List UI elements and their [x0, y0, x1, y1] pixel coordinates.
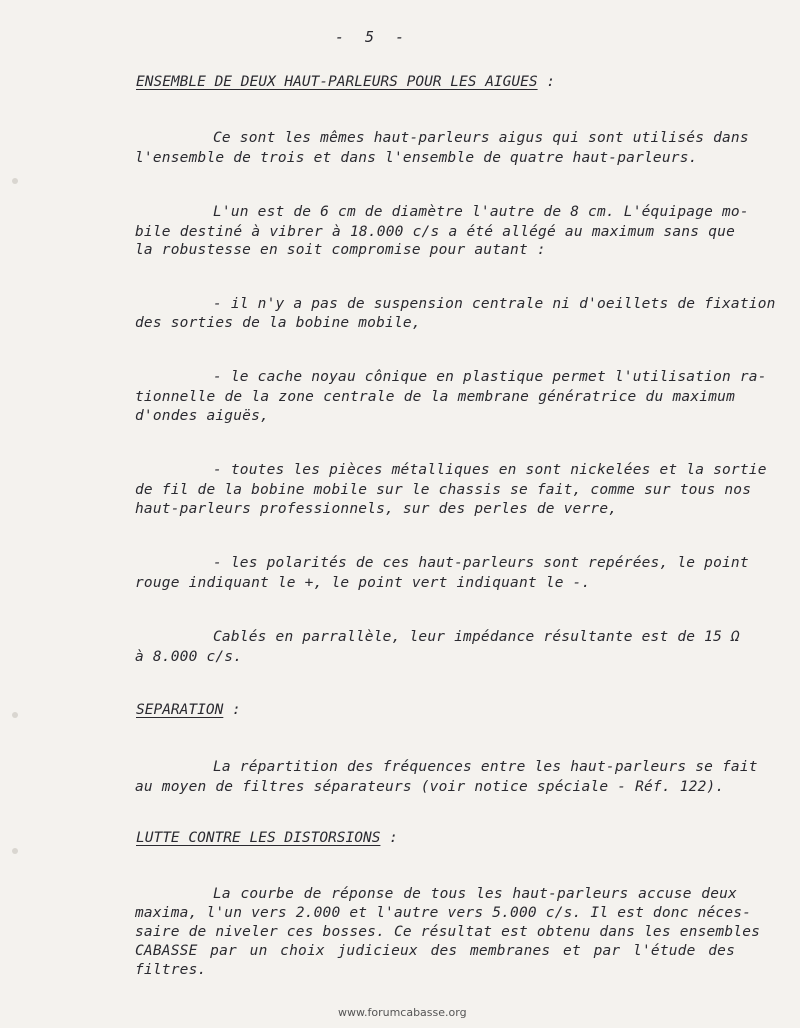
section-heading-colon: : — [546, 74, 556, 90]
page-number: - 5 - — [335, 28, 411, 46]
paragraph-line: rouge indiquant le +, le point vert indiquant le -. — [135, 575, 591, 591]
paragraph-line: filtres. — [135, 962, 207, 978]
paragraph-line: Cablés en parrallèle, leur impédance résultante est de 15 Ω — [213, 629, 740, 645]
paragraph-line: à 8.000 c/s. — [135, 649, 243, 665]
paragraph-line: CABASSE par un choix judicieux des membranes et par l'étude des — [135, 943, 735, 959]
section-heading — [136, 702, 241, 718]
paragraph-line: de fil de la bobine mobile sur le chassis se fait, comme sur tous nos — [135, 482, 752, 498]
paragraph-line: tionnelle de la zone centrale de la membrane génératrice du maximum — [135, 389, 735, 405]
punch-mark — [12, 848, 18, 854]
punch-mark — [12, 712, 18, 718]
paragraph-line: l'ensemble de trois et dans l'ensemble de quatre haut-parleurs. — [135, 150, 698, 166]
paragraph-line: - les polarités de ces haut-parleurs sont repérées, le point — [213, 555, 749, 571]
paragraph-line: La courbe de réponse de tous les haut-parleurs accuse deux — [213, 886, 737, 902]
punch-mark — [12, 178, 18, 184]
section-heading — [136, 830, 398, 846]
paragraph-line: - le cache noyau cônique en plastique permet l'utilisation ra- — [213, 369, 767, 385]
paragraph-line: La répartition des fréquences entre les haut-parleurs se fait — [213, 759, 758, 775]
section-heading-text: ENSEMBLE DE DEUX HAUT-PARLEURS POUR LES AIGUES — [136, 74, 538, 90]
section-heading-text: LUTTE CONTRE LES DISTORSIONS — [136, 830, 381, 846]
section-heading-colon: : — [232, 702, 241, 718]
section-heading-text: SEPARATION — [136, 702, 224, 718]
paragraph-line: bile destiné à vibrer à 18.000 c/s a été allégé au maximum sans que — [135, 224, 735, 240]
paragraph-line: d'ondes aiguës, — [135, 408, 269, 424]
section-heading — [136, 74, 555, 90]
footer-watermark: www.forumcabasse.org — [338, 1006, 467, 1019]
section-heading-colon: : — [389, 830, 398, 846]
paragraph-line: des sorties de la bobine mobile, — [135, 315, 421, 331]
paragraph-line: Ce sont les mêmes haut-parleurs aigus qui sont utilisés dans — [213, 130, 749, 146]
paragraph-line: au moyen de filtres séparateurs (voir notice spéciale - Réf. 122). — [135, 779, 725, 795]
paragraph-line: L'un est de 6 cm de diamètre l'autre de 8 cm. L'équipage mo- — [213, 204, 749, 220]
paragraph-line: - toutes les pièces métalliques en sont nickelées et la sortie — [213, 462, 767, 478]
paragraph-line: la robustesse en soit compromise pour autant : — [135, 242, 546, 258]
paragraph-line: maxima, l'un vers 2.000 et l'autre vers 5.000 c/s. Il est donc néces- — [135, 905, 752, 921]
paragraph-line: haut-parleurs professionnels, sur des perles de verre, — [135, 501, 618, 517]
paragraph-line: saire de niveler ces bosses. Ce résultat est obtenu dans les ensembles — [135, 924, 761, 940]
paragraph-line: - il n'y a pas de suspension centrale ni d'oeillets de fixation — [213, 296, 776, 312]
